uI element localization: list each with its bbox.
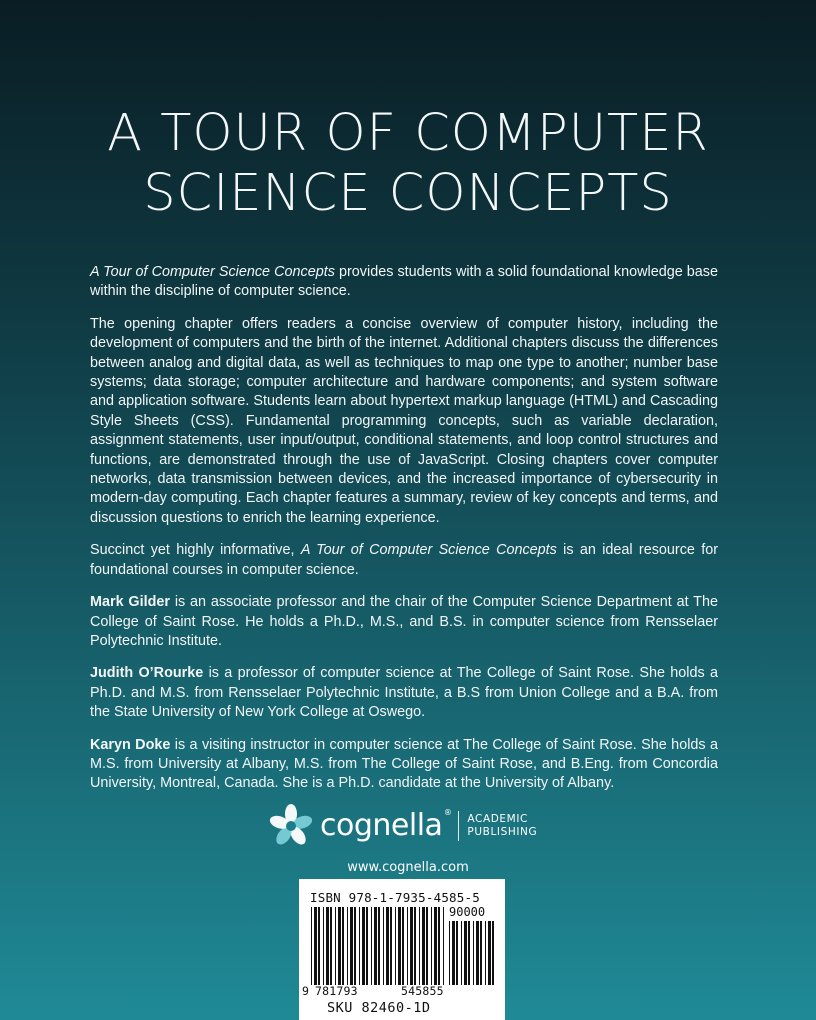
barcode-bar <box>476 921 479 985</box>
barcode-bar <box>426 907 428 985</box>
book-title-italic: A Tour of Computer Science Concepts <box>90 264 335 280</box>
back-cover-copy <box>90 263 718 807</box>
barcode-bar <box>456 921 458 985</box>
barcode-bar <box>359 907 360 985</box>
barcode-bar <box>386 907 389 985</box>
barcode-bar <box>338 907 341 985</box>
description-text: Succinct yet highly informative, <box>90 542 301 559</box>
barcode-bar <box>311 907 312 985</box>
cognella-flower-icon <box>268 803 314 849</box>
barcode-bar <box>480 921 482 985</box>
barcode-bar <box>434 907 437 985</box>
barcode-bar <box>402 907 404 985</box>
barcode-bar <box>383 907 384 985</box>
barcode-bar <box>473 921 474 985</box>
barcode-bar <box>378 907 380 985</box>
author-bio-text: is an associate professor and the chair of the Computer Science Department at The College of Saint Rose. He holds a Ph.D., M.S., and B.S. in computer science from Rensselaer Polytechnic Institute. <box>90 594 718 649</box>
description-paragraph-2: The opening chapter offers readers a concise overview of computer history, including the development of computers and the birth of the internet. Additional chapters discuss the differences between analog and digital data, as well as techniques to map one type to another; number base systems; data storage; computer architecture and hardware components; and system software and application software. Students learn about hypertext markup language (HTML) and Cascading Style Sheets (CSS). Fundamental programming concepts, such as variable declaration, assignment statements, user input/output, conditional statements, and loop control structures and functions, are demonstrated through the use of JavaScript. Closing chapters cover computer networks, data transmission between devices, and the increased importance of cybersecurity in modern-day computing. Each chapter features a summary, review of key concepts and terms, and discussion questions to enrich the learning experience. <box>90 315 718 526</box>
barcode-bar <box>335 907 336 985</box>
barcode-bar <box>326 907 329 985</box>
barcode-bar <box>461 921 462 985</box>
barcode-bar <box>431 907 432 985</box>
author-name: Mark Gilder <box>90 594 170 611</box>
barcode-bar <box>414 907 416 985</box>
barcode-bar <box>354 907 356 985</box>
barcode-bar <box>395 907 396 985</box>
barcode-bar <box>407 907 408 985</box>
barcode-bar <box>350 907 353 985</box>
book-title <box>0 104 816 224</box>
barcode-bar <box>390 907 392 985</box>
cognella-wordmark: cognella ® <box>320 808 452 843</box>
barcode-bar <box>347 907 348 985</box>
barcode-bar <box>492 921 494 985</box>
registered-mark: ® <box>443 808 452 817</box>
author-name: Karyn Doke <box>90 736 171 753</box>
isbn-barcode <box>299 879 505 1020</box>
description-text: provides students with a solid foundational knowledge base within the discipline of computer science. <box>90 264 718 300</box>
author-bio-text: is a visiting instructor in computer science at The College of Saint Rose. She holds a M.S. from University at Albany, M.S. from The College of Saint Rose, and B.Eng. from Concordia University, Montreal, Canada. She is a Ph.D. candidate at the University of Albany. <box>90 736 718 792</box>
sku-code: SKU 82460-1D <box>327 1000 431 1016</box>
logo-divider <box>458 811 459 841</box>
barcode-bar <box>366 907 368 985</box>
author-bio-orourke <box>90 664 718 722</box>
isbn-number: ISBN 978-1-7935-4585-5 <box>310 890 480 905</box>
ean-lead-digit: 9 <box>302 984 309 998</box>
book-title-italic: A Tour of Computer Science Concepts <box>300 542 557 559</box>
barcode-bar <box>330 907 332 985</box>
barcode-bar <box>374 907 377 985</box>
author-bio-text: is a professor of computer science at The College of Saint Rose. She holds a Ph.D. and M.S. from Rensselaer Polytechnic Institute, a B.S from Union College and a B.A. from the State University of New York College at Oswego. <box>90 665 718 721</box>
barcode-bar <box>342 907 344 985</box>
barcode-bar <box>323 907 324 985</box>
price-code: 90000 <box>449 905 486 919</box>
barcode-bars <box>299 879 505 1020</box>
barcode-bar <box>449 921 450 985</box>
ean-left-digits: 781793 <box>315 984 358 998</box>
author-bio-doke <box>90 736 718 794</box>
barcode-bar <box>464 921 467 985</box>
barcode-bar <box>318 907 320 985</box>
barcode-bar <box>485 921 486 985</box>
publisher-logo <box>268 803 537 849</box>
barcode-bar <box>362 907 365 985</box>
tagline-line-2: PUBLISHING <box>467 826 538 838</box>
barcode-bar <box>398 907 401 985</box>
barcode-bar <box>371 907 372 985</box>
author-bio-gilder <box>90 593 718 651</box>
description-paragraph-3 <box>90 541 718 580</box>
ean-right-digits: 545855 <box>401 984 444 998</box>
barcode-bar <box>314 907 317 985</box>
barcode-bar <box>488 921 491 985</box>
book-title-line-2: SCIENCE CONCEPTS <box>143 164 673 223</box>
barcode-bar <box>410 907 413 985</box>
description-text: is an ideal resource for foundational courses in computer science. <box>90 542 719 578</box>
book-title-line-1: A TOUR OF COMPUTER <box>107 104 709 163</box>
barcode-bar <box>452 921 455 985</box>
barcode-bar <box>438 907 440 985</box>
publisher-tagline <box>467 813 537 839</box>
barcode-bar <box>419 907 420 985</box>
author-name: Judith O’Rourke <box>90 665 204 682</box>
barcode-bar <box>443 907 444 985</box>
publisher-website: www.cognella.com <box>347 860 469 875</box>
barcode-bar <box>422 907 425 985</box>
description-paragraph-1 <box>90 263 718 302</box>
barcode-bar <box>468 921 470 985</box>
tagline-line-1: ACADEMIC <box>467 813 528 825</box>
